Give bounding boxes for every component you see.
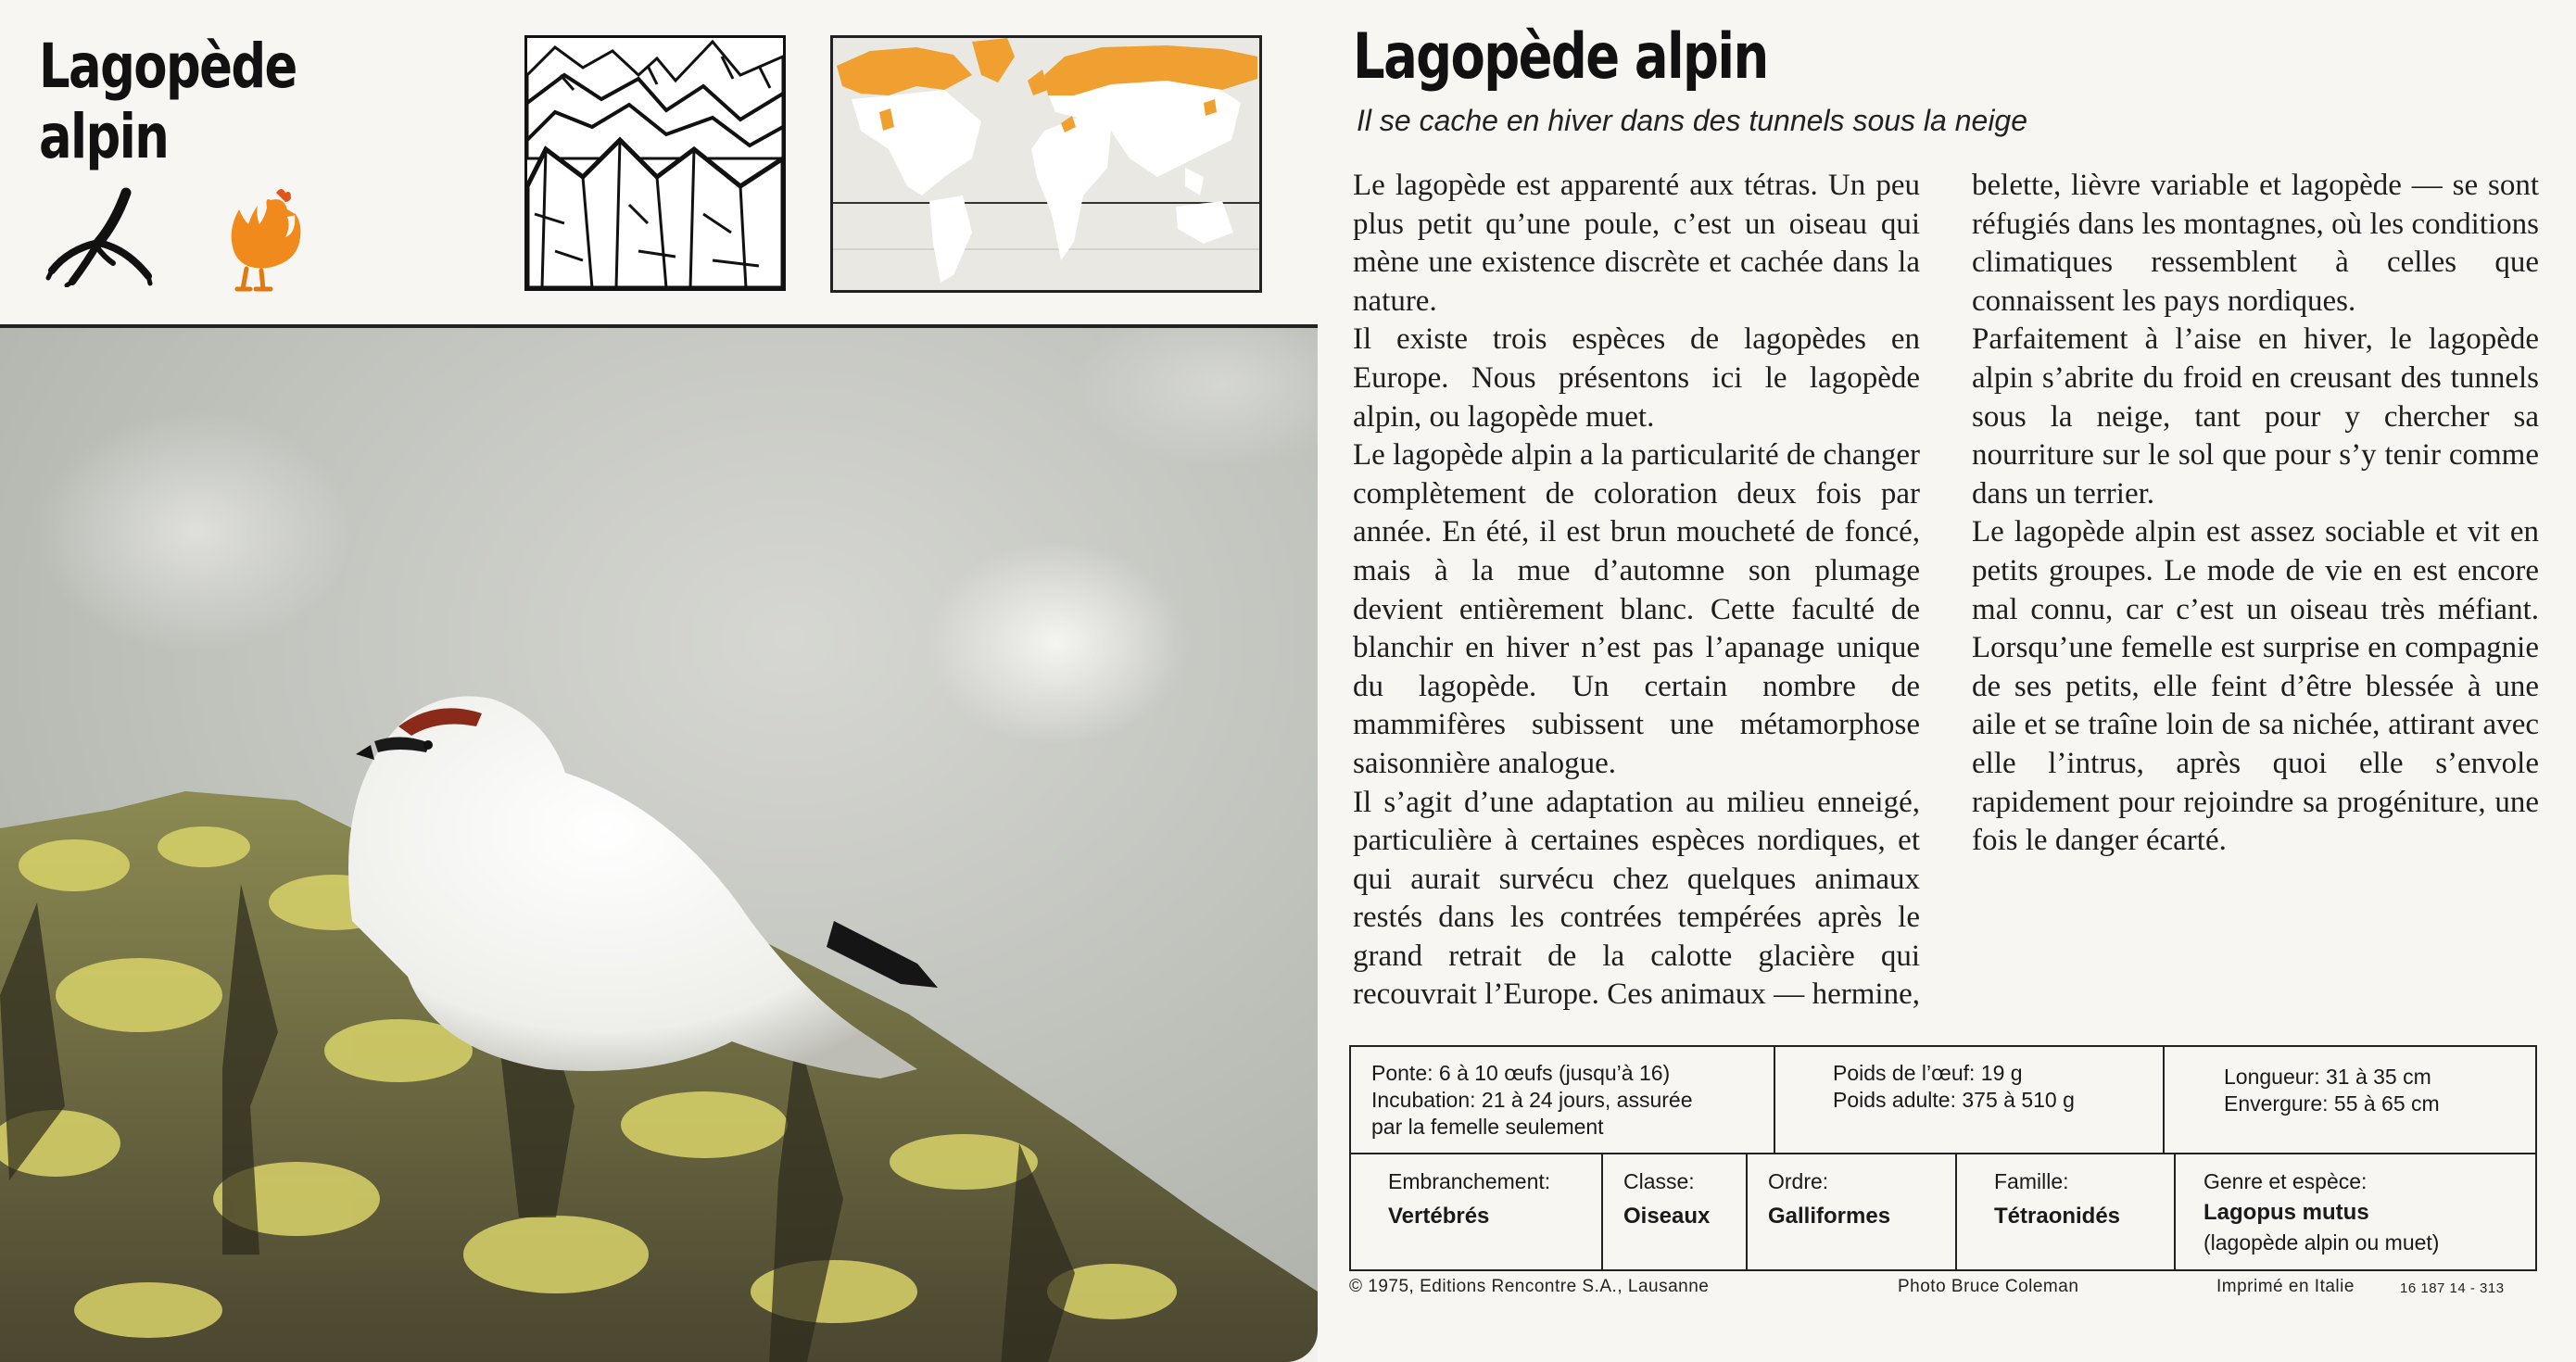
ptarmigan-photo	[0, 328, 1318, 1362]
card-title-line1: Lagopède	[39, 31, 297, 102]
species-cell	[2176, 1154, 2535, 1269]
printed-in-text: Imprimé en Italie	[2216, 1277, 2355, 1296]
body-paragraph: Parfaitement à l’aise en hiver, le lagopède alpin s’abrite du froid en creusant des tunnels sous la neige, tant pour y chercher sa nourriture sur le sol que pour s’y tenir comme dans un terrier.	[1972, 322, 2539, 511]
phylum-label: Embranchement:	[1388, 1169, 1551, 1193]
article-body	[1353, 167, 2539, 1019]
world-distribution-map	[833, 38, 1259, 290]
phylum-value: Vertébrés	[1388, 1204, 1490, 1229]
distribution-map	[830, 35, 1262, 293]
body-paragraph: Il existe trois espèces de lagopèdes en Europe. Nous présentons ici le lagopède alpin, ou lagopède muet.	[1353, 322, 1920, 434]
species-label: Genre et espèce:	[2203, 1169, 2368, 1193]
family-cell	[1957, 1154, 2176, 1269]
body-paragraph: Il s’agit d’une adaptation au milieu enneigé, particulière à certaines espèces nordiques, et qui aurait survécu chez quelques animaux restés dans les contrées tempérées après le grand retrait de la calotte glacière qui recouvrait l’Europe. Ces animaux — hermine, belette, lièvre variable et lagopède — se sont réfugiés dans les montagnes, où les conditions climatiques ressemblent à celles que connaissent les pays nordiques.	[1353, 169, 2539, 1012]
species-note: (lagopède alpin ou muet)	[2203, 1230, 2440, 1255]
copyright-text: © 1975, Editions Rencontre S.A., Lausanne	[1349, 1277, 1710, 1296]
family-label: Famille:	[1994, 1169, 2069, 1193]
weight-cell	[1775, 1047, 2165, 1153]
species-value: Lagopus mutus	[2203, 1200, 2369, 1225]
ponte-text: Ponte: 6 à 10 œufs (jusqu’à 16)	[1371, 1061, 1671, 1085]
order-cell	[1748, 1154, 1957, 1269]
body-paragraph: Le lagopède alpin est assez sociable et vit en petits groupes. Le mode de vie en est encore mal connu, car c’est un oiseau très méfiant. Lorsqu’une femelle est surprise en compagnie de ses petits, elle feint d’être blessée à une aile et se traîne loin de sa nichée, attirant avec elle l’intrus, après quoi elle s’envole rapidement pour rejoindre sa progéniture, une fois le danger écarté.	[1972, 515, 2539, 858]
size-cell	[2165, 1047, 2535, 1153]
incubation-text: Incubation: 21 à 24 jours, assurée	[1371, 1088, 1693, 1112]
bird-photograph	[0, 324, 1318, 1362]
species-facts-table	[1349, 1045, 2537, 1271]
incubation-text-2: par la femelle seulement	[1371, 1115, 1604, 1139]
habitat-mountain-illustration	[524, 35, 786, 291]
bird-claw-icon	[44, 185, 158, 287]
class-value: Oiseaux	[1623, 1204, 1711, 1229]
adult-weight-text: Poids adulte: 375 à 510 g	[1833, 1088, 2075, 1112]
body-paragraph: Le lagopède alpin a la particularité de changer complètement de coloration deux fois par année. En été, il est brun moucheté de foncé, mais à la mue d’automne son plumage devient entièrement blanc. Cette faculté de blanchir en hiver n’est pas l’apanage unique du lagopède. Un certain nombre de mammifères subissent une métamorphose saisonnière analogue.	[1353, 438, 1920, 780]
article-subtitle: Il se cache en hiver dans des tunnels sous la neige	[1357, 104, 2028, 137]
mountain-habitat-icon	[527, 38, 783, 288]
order-label: Ordre:	[1768, 1169, 1829, 1193]
taxonomy-row	[1351, 1154, 2535, 1269]
card-title-line2: alpin	[39, 101, 169, 172]
wingspan-text: Envergure: 55 à 65 cm	[2224, 1091, 2440, 1116]
phylum-cell	[1351, 1154, 1603, 1269]
photo-credit: Photo Bruce Coleman	[1898, 1277, 2079, 1296]
egg-weight-text: Poids de l’œuf: 19 g	[1833, 1061, 2023, 1085]
card-title	[39, 32, 297, 172]
rooster-icon	[209, 183, 304, 296]
reproduction-cell	[1351, 1047, 1775, 1153]
length-text: Longueur: 31 à 35 cm	[2224, 1065, 2431, 1089]
body-paragraph: Le lagopède est apparenté aux tétras. Un peu plus petit qu’une poule, c’est un oiseau qui mène une existence discrète et cachée dans la nature.	[1353, 169, 1920, 318]
facts-row	[1351, 1047, 2535, 1154]
article-title: Lagopède alpin	[1353, 20, 1768, 94]
class-label: Classe:	[1623, 1169, 1695, 1193]
card-code: 16 187 14 - 313	[2400, 1280, 2505, 1296]
family-value: Tétraonidés	[1994, 1204, 2121, 1229]
order-value: Galliformes	[1768, 1204, 1891, 1229]
class-cell	[1603, 1154, 1748, 1269]
